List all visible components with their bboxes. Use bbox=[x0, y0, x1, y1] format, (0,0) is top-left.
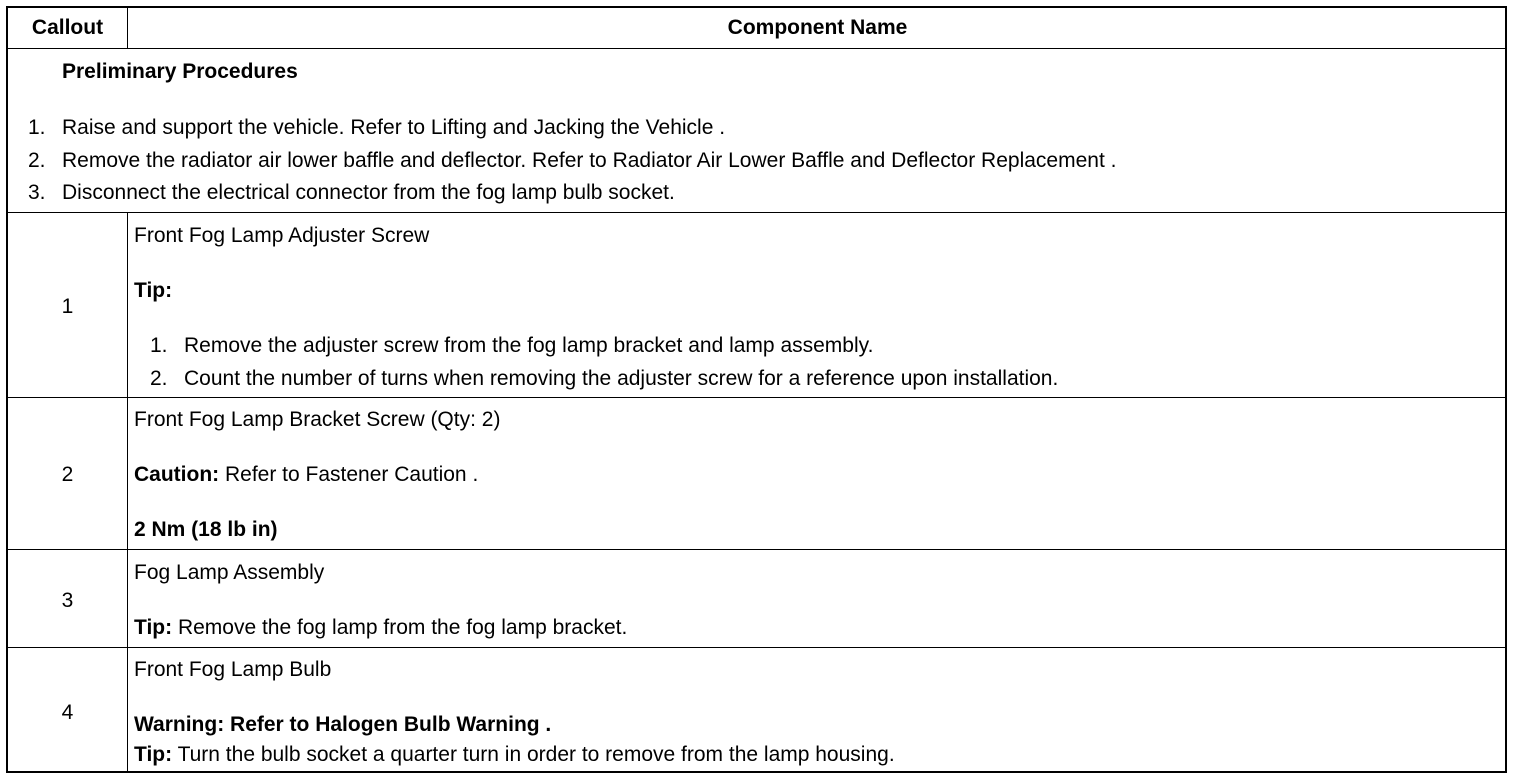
component-name: Front Fog Lamp Bulb bbox=[134, 658, 332, 681]
tip-label: Tip: bbox=[134, 743, 173, 766]
component-name: Front Fog Lamp Bracket Screw (Qty: 2) bbox=[134, 408, 501, 431]
callout-header: Callout bbox=[31, 16, 104, 39]
tip-label: Tip: bbox=[134, 616, 173, 639]
component-name: Fog Lamp Assembly bbox=[134, 561, 325, 584]
tip-step-number: 1. bbox=[150, 334, 168, 357]
component-name-header: Component Name bbox=[727, 16, 908, 39]
row-border bbox=[8, 397, 1505, 398]
header-border bbox=[8, 48, 1505, 49]
prelim-step-number: 3. bbox=[28, 181, 46, 204]
warning-text: Warning: Refer to Halogen Bulb Warning . bbox=[134, 713, 552, 736]
prelim-step-text: Remove the radiator air lower baffle and deflector. Refer to Radiator Air Lower Baffle and Deflector Replacement . bbox=[62, 149, 1117, 172]
callout-column-divider bbox=[127, 212, 128, 773]
preliminary-title: Preliminary Procedures bbox=[62, 60, 298, 83]
callout-number: 2 bbox=[61, 463, 74, 486]
tip-line bbox=[134, 616, 627, 640]
row-border bbox=[8, 212, 1505, 213]
caution-label: Caution: bbox=[134, 463, 220, 486]
torque-spec: 2 Nm (18 lb in) bbox=[134, 518, 278, 541]
callout-number: 4 bbox=[61, 701, 74, 724]
procedure-table bbox=[6, 6, 1507, 773]
tip-text: Turn the bulb socket a quarter turn in order to remove from the lamp housing. bbox=[172, 743, 895, 766]
tip-text: Remove the fog lamp from the fog lamp bracket. bbox=[172, 616, 628, 639]
tip-step-number: 2. bbox=[150, 367, 168, 390]
prelim-step-text: Disconnect the electrical connector from the fog lamp bulb socket. bbox=[62, 181, 675, 204]
prelim-step-number: 2. bbox=[28, 149, 46, 172]
prelim-step-number: 1. bbox=[28, 116, 46, 139]
tip-line bbox=[134, 743, 895, 767]
tip-step-text: Count the number of turns when removing the adjuster screw for a reference upon installation. bbox=[184, 367, 1059, 390]
callout-number: 3 bbox=[61, 589, 74, 612]
callout-number: 1 bbox=[61, 295, 74, 318]
row-border bbox=[8, 549, 1505, 550]
tip-step-text: Remove the adjuster screw from the fog lamp bracket and lamp assembly. bbox=[184, 334, 874, 357]
row-border bbox=[8, 647, 1505, 648]
tip-label: Tip: bbox=[134, 279, 173, 302]
caution-text: Refer to Fastener Caution . bbox=[219, 463, 479, 486]
component-name: Front Fog Lamp Adjuster Screw bbox=[134, 224, 430, 247]
prelim-step-text: Raise and support the vehicle. Refer to Lifting and Jacking the Vehicle . bbox=[62, 116, 726, 139]
caution-line bbox=[134, 463, 478, 487]
